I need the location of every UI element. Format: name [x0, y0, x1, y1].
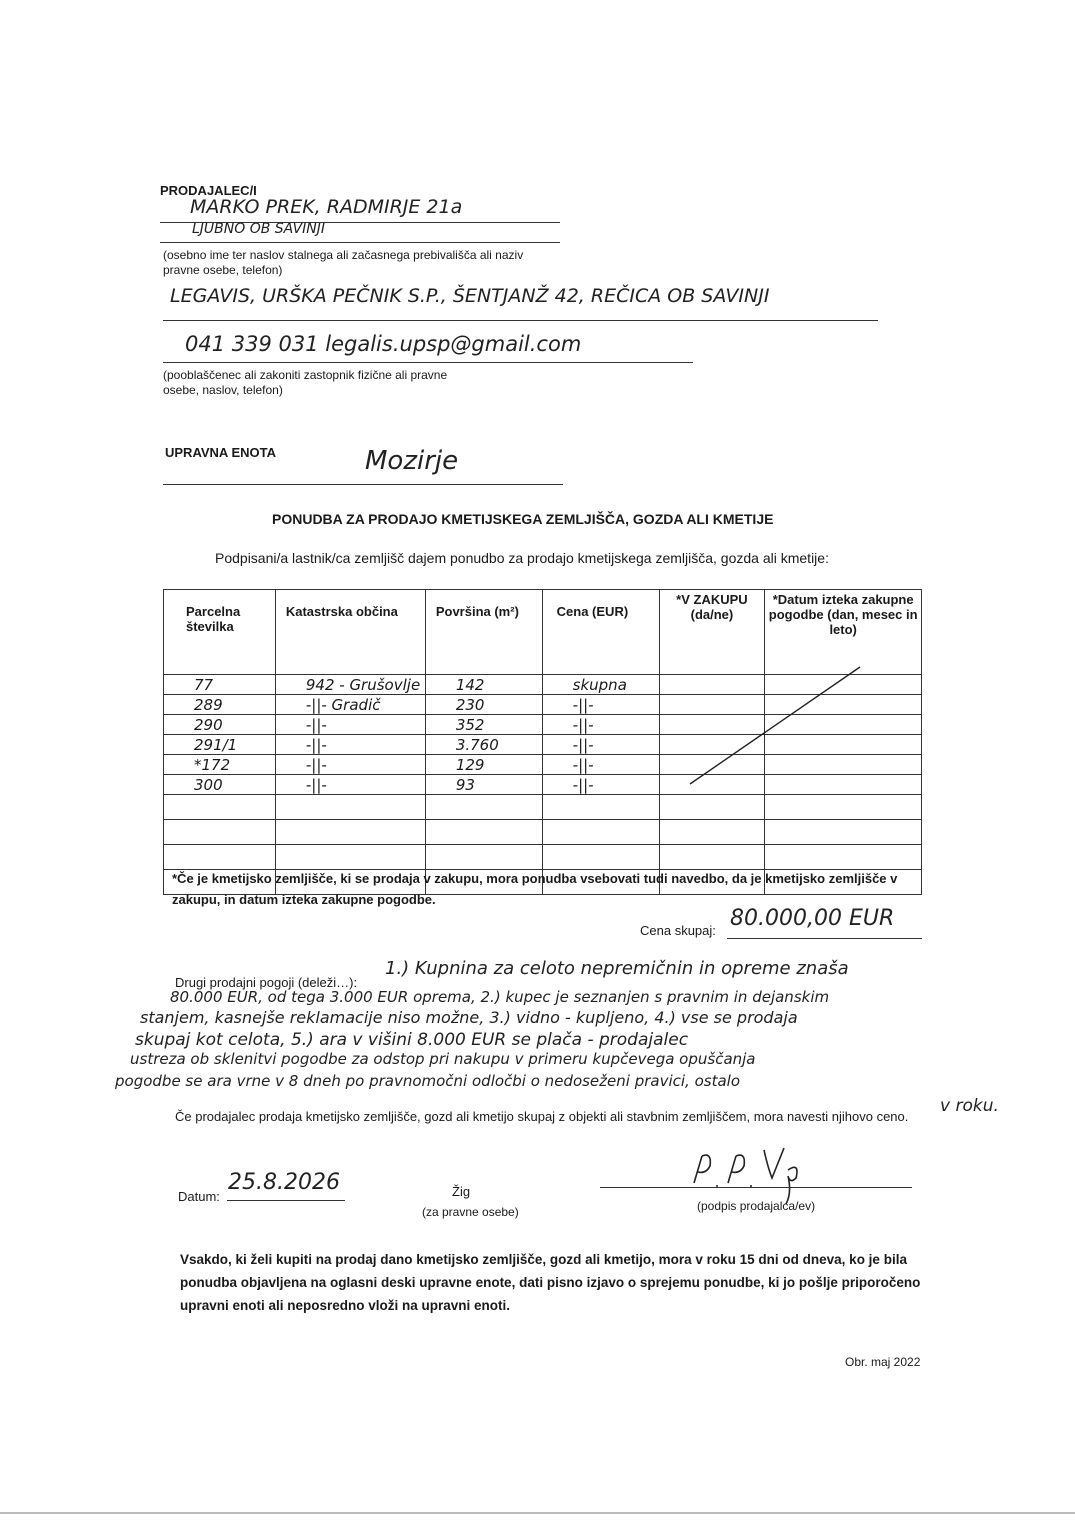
- date-line: [227, 1200, 345, 1201]
- cell-cadastral-municipality: [275, 845, 425, 870]
- acceptance-notice: Vsakdo, ki želi kupiti na prodaj dano kmetijsko zemljišče, gozd ali kmetijo, mora v roku 15 dni od dneva, ko je bila ponudba objavljena na oglasni deski upravne enote, dati pisno izjavo o sprejemu ponudbe, ki jo pošlje priporočeno upravni enoti ali neposredno vloži na upravni enoti.: [180, 1252, 921, 1313]
- cell-price: [542, 820, 659, 845]
- cell-price: -||-: [542, 755, 659, 775]
- seller-caption: (osebno ime ter naslov stalnega ali začasnega prebivališča ali naziv pravne osebe, telefon): [163, 248, 524, 277]
- cell-price: skupna: [542, 675, 659, 695]
- header-parcel-number: Parcelna številka: [164, 590, 276, 675]
- date-value-handwritten: 25.8.2026: [228, 1170, 340, 1195]
- condition-line-1: 1.) Kupnina za celoto nepremičnin in opreme znaša: [385, 958, 849, 979]
- cell-parcel-number: 291/1: [164, 735, 276, 755]
- representative-handwritten-2: 041 339 031 legalis.upsp@gmail.com: [185, 332, 582, 356]
- cell-cadastral-municipality: [275, 795, 425, 820]
- cell-cadastral-municipality: -||-: [275, 735, 425, 755]
- cell-cadastral-municipality: -||- Gradič: [275, 695, 425, 715]
- condition-line-7: v roku.: [940, 1096, 999, 1116]
- lease-footnote: *Če je kmetijsko zemljišče, ki se prodaja v zakupu, mora ponudba vsebovati tudi navedbo, da je kmetijsko zemljišče v zakupu, in datum izteka zakupne pogodbe.: [172, 871, 898, 907]
- cell-area: [425, 820, 542, 845]
- cell-price: -||-: [542, 775, 659, 795]
- cell-area: 3.760: [425, 735, 542, 755]
- seller-address-handwritten: LJUBNO OB SAVINJI: [192, 221, 325, 237]
- header-area: Površina (m²): [425, 590, 542, 675]
- form-version: Obr. maj 2022: [845, 1355, 921, 1369]
- cell-area: [425, 845, 542, 870]
- seller-line-2: [160, 242, 560, 243]
- cell-cadastral-municipality: -||-: [275, 775, 425, 795]
- seller-name-handwritten: MARKO PREK, RADMIRJE 21a: [190, 196, 463, 218]
- representative-handwritten-1: LEGAVIS, URŠKA PEČNIK S.P., ŠENTJANŽ 42, REČICA OB SAVINJI: [170, 285, 770, 307]
- cell-area: [425, 795, 542, 820]
- header-lease-end-date: *Datum izteka zakupne pogodbe (dan, mesec in leto): [765, 590, 922, 675]
- cell-parcel-number: 289: [164, 695, 276, 715]
- intro-text: Podpisani/a lastnik/ca zemljišč dajem ponudbo za prodajo kmetijskega zemljišča, gozda ali kmetije:: [215, 550, 829, 566]
- cell-cadastral-municipality: -||-: [275, 755, 425, 775]
- cell-cadastral-municipality: -||-: [275, 715, 425, 735]
- cell-price: -||-: [542, 735, 659, 755]
- unit-value-handwritten: Mozirje: [365, 446, 459, 476]
- cell-parcel-number: *172: [164, 755, 276, 775]
- cell-cadastral-municipality: 942 - Grušovlje: [275, 675, 425, 695]
- cell-area: 142: [425, 675, 542, 695]
- cell-parcel-number: [164, 795, 276, 820]
- stamp-caption: (za pravne osebe): [422, 1205, 519, 1219]
- condition-line-2: 80.000 EUR, od tega 3.000 EUR oprema, 2.) kupec je seznanjen s pravnim in dejanskim: [170, 988, 830, 1006]
- cell-parcel-number: 290: [164, 715, 276, 735]
- lease-columns-strike: [660, 659, 922, 869]
- representative-line-2: [163, 362, 693, 363]
- stamp-label: Žig: [452, 1184, 471, 1199]
- cell-area: 129: [425, 755, 542, 775]
- condition-line-6: pogodbe se ara vrne v 8 dneh po pravnomočni odločbi o nedoseženi pravici, ostalo: [115, 1072, 740, 1090]
- unit-line: [163, 484, 563, 485]
- total-line: [727, 938, 922, 939]
- objects-price-note: Če prodajalec prodaja kmetijsko zemljišče, gozd ali kmetijo skupaj z objekti ali stavbnim zemljiščem, mora navesti njihovo ceno.: [175, 1109, 909, 1124]
- unit-label: UPRAVNA ENOTA: [165, 445, 276, 460]
- representative-line-1: [163, 320, 878, 321]
- condition-line-3: stanjem, kasnejše reklamacije niso možne, 3.) vidno - kupljeno, 4.) vse se prodaja: [140, 1008, 798, 1027]
- cell-price: [542, 845, 659, 870]
- header-cadastral-municipality: Katastrska občina: [275, 590, 425, 675]
- condition-line-4: skupaj kot celota, 5.) ara v višini 8.000 EUR se plača - prodajalec: [135, 1030, 689, 1050]
- seller-label: PRODAJALEC/I: [160, 183, 257, 198]
- cell-parcel-number: 77: [164, 675, 276, 695]
- representative-caption: (pooblaščenec ali zakoniti zastopnik fizične ali pravne osebe, naslov, telefon): [163, 368, 448, 397]
- scan-edge: [0, 1512, 1075, 1514]
- header-price: Cena (EUR): [542, 590, 659, 675]
- total-label: Cena skupaj:: [640, 923, 716, 938]
- cell-area: 230: [425, 695, 542, 715]
- cell-area: 352: [425, 715, 542, 735]
- cell-price: [542, 795, 659, 820]
- conditions-label: Drugi prodajni pogoji (deleži…):: [175, 975, 358, 990]
- cell-cadastral-municipality: [275, 820, 425, 845]
- condition-line-5: ustreza ob sklenitvi pogodbe za odstop pri nakupu v primeru kupčevega opuščanja: [130, 1050, 756, 1068]
- cell-parcel-number: [164, 820, 276, 845]
- total-value-handwritten: 80.000,00 EUR: [730, 906, 895, 931]
- cell-price: -||-: [542, 715, 659, 735]
- cell-parcel-number: [164, 845, 276, 870]
- signature-caption: (podpis prodajalca/ev): [697, 1199, 816, 1213]
- cell-price: -||-: [542, 695, 659, 715]
- signature-line: [600, 1187, 912, 1188]
- cell-area: 93: [425, 775, 542, 795]
- form-title: PONUDBA ZA PRODAJO KMETIJSKEGA ZEMLJIŠČA, GOZDA ALI KMETIJE: [272, 511, 774, 527]
- header-lease: *V ZAKUPU (da/ne): [659, 590, 765, 675]
- date-label: Datum:: [178, 1189, 220, 1204]
- cell-parcel-number: 300: [164, 775, 276, 795]
